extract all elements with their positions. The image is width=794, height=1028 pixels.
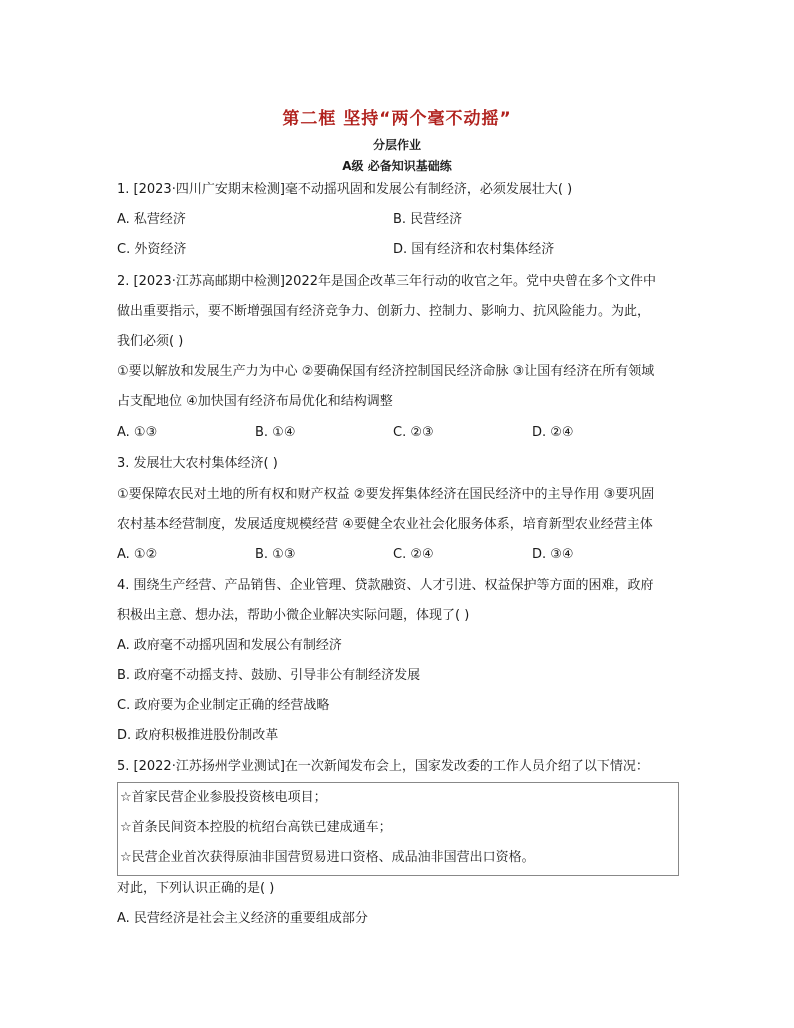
section-subtitle: 分层作业: [372, 138, 421, 152]
q4-stem-line1: 4. 围绕生产经营、产品销售、企业管理、贷款融资、人才引进、权益保护等方面的困难，政府: [117, 578, 654, 593]
q1-option-b[interactable]: B. 民营经济: [393, 212, 463, 227]
q2-option-b[interactable]: B. ①④: [255, 425, 296, 440]
q4-option-d[interactable]: D. 政府积极推进股份制改革: [117, 728, 279, 743]
q1-option-d[interactable]: D. 国有经济和农村集体经济: [393, 242, 555, 257]
q3-stem: 3. 发展壮大农村集体经济( ): [117, 456, 278, 471]
q3-option-d[interactable]: D. ③④: [532, 547, 574, 562]
q3-option-c[interactable]: C. ②④: [393, 547, 434, 562]
q2-statements-line1: ①要以解放和发展生产力为中心 ②要确保国有经济控制国民经济命脉 ③让国有经济在所有领域: [117, 364, 655, 379]
page-title: 第二框 坚持“两个毫不动摇”: [282, 109, 512, 129]
q1-option-a[interactable]: A. 私营经济: [117, 212, 186, 227]
level-heading: A级 必备知识基础练: [342, 159, 452, 173]
q2-option-d[interactable]: D. ②④: [532, 425, 574, 440]
q5-material-item-2: ☆首条民间资本控股的杭绍台高铁已建成通车；: [120, 820, 392, 835]
q3-option-a[interactable]: A. ①②: [117, 547, 158, 562]
q2-option-a[interactable]: A. ①③: [117, 425, 158, 440]
q5-option-a[interactable]: A. 民营经济是社会主义经济的重要组成部分: [117, 911, 368, 926]
q3-option-b[interactable]: B. ①③: [255, 547, 296, 562]
q5-material-item-3: ☆民营企业首次获得原油非国营贸易进口资格、成品油非国营出口资格。: [120, 850, 535, 865]
q1-stem: 1. [2023·四川广安期末检测]毫不动摇巩固和发展公有制经济，必须发展壮大( ): [117, 182, 573, 197]
q1-option-c[interactable]: C. 外资经济: [117, 242, 187, 257]
q2-stem-line2: 做出重要指示，要不断增强国有经济竞争力、创新力、控制力、影响力、抗风险能力。为此，: [117, 304, 651, 319]
q2-stem-line1: 2. [2023·江苏高邮期中检测]2022年是国企改革三年行动的收官之年。党中央曾在多个文件中: [117, 274, 656, 289]
q5-material-box: [117, 782, 679, 876]
q2-statements-line2: 占支配地位 ④加快国有经济布局优化和结构调整: [117, 394, 393, 409]
q4-option-c[interactable]: C. 政府要为企业制定正确的经营战略: [117, 698, 330, 713]
q5-question: 对此，下列认识正确的是( ): [117, 881, 275, 896]
q4-option-b[interactable]: B. 政府毫不动摇支持、鼓励、引导非公有制经济发展: [117, 668, 421, 683]
q3-statements-line1: ①要保障农民对土地的所有权和财产权益 ②要发挥集体经济在国民经济中的主导作用 ③要巩固: [117, 487, 655, 502]
q4-option-a[interactable]: A. 政府毫不动摇巩固和发展公有制经济: [117, 638, 342, 653]
q2-option-c[interactable]: C. ②③: [393, 425, 434, 440]
q4-stem-line2: 积极出主意、想办法，帮助小微企业解决实际问题，体现了( ): [117, 608, 470, 623]
q5-material-item-1: ☆首家民营企业参股投资核电项目；: [120, 790, 327, 805]
q3-statements-line2: 农村基本经营制度，发展适度规模经营 ④要健全农业社会化服务体系，培育新型农业经营主体: [117, 517, 653, 532]
q2-stem-line3: 我们必须( ): [117, 334, 184, 349]
q5-stem: 5. [2022·江苏扬州学业测试]在一次新闻发布会上，国家发改委的工作人员介绍了以下情况：: [117, 759, 649, 774]
